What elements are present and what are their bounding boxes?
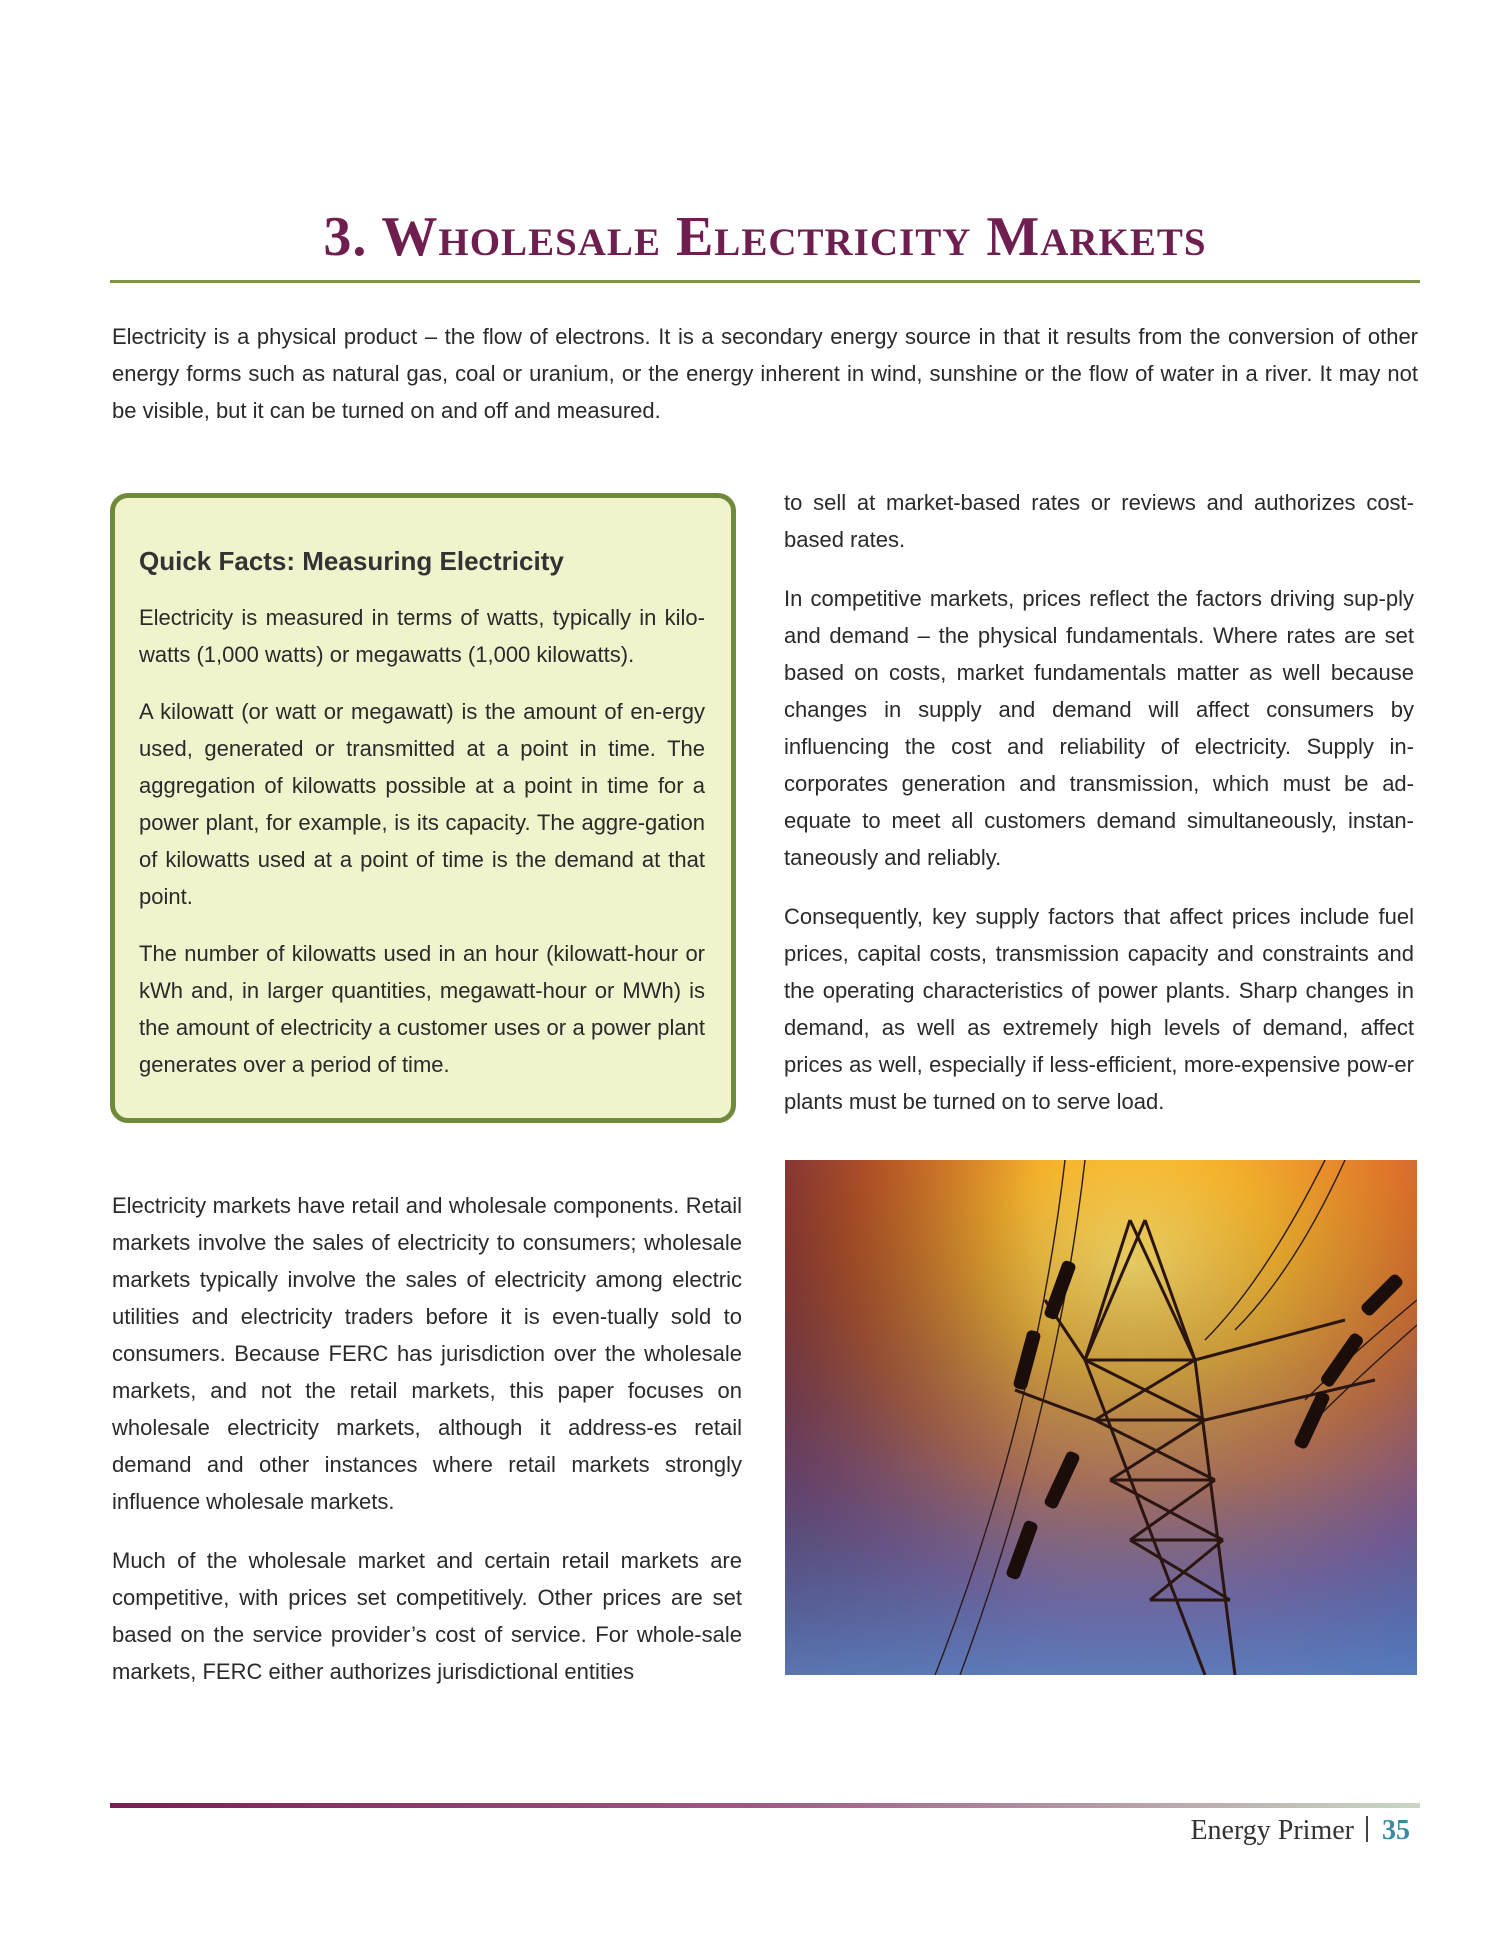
quick-facts-box — [110, 493, 736, 1123]
quick-facts-paragraph: Electricity is measured in terms of watts, typically in kilo-watts (1,000 watts) or megawatts (1,000 kilowatts). — [139, 605, 705, 667]
publication-name: Energy Primer — [1190, 1815, 1354, 1846]
quick-facts-paragraph: The number of kilowatts used in an hour (kilowatt-hour or kWh and, in larger quantities, megawatt-hour or MWh) is the amount of electricity a customer uses or a power plant generates over a period of time. — [139, 941, 705, 1077]
power-tower-photo — [785, 1160, 1417, 1675]
body-paragraph: In competitive markets, prices reflect the factors driving sup-ply and demand – the physical fundamentals. Where rates are set based on costs, market fundamentals matter as well because changes in supply and demand will affect consumers by influencing the cost and reliability of electricity. Supply in-corporates generation and transmission, which must be ad-equate to meet all customers demand simultaneously, instan-taneously and reliably. — [784, 586, 1414, 870]
intro-paragraph: Electricity is a physical product – the flow of electrons. It is a secondary energy source in that it results from the conversion of other energy forms such as natural gas, coal or uranium, or the energy inherent in wind, sunshine or the flow of water in a river. It may not be visible, but it can be turned on and off and measured. — [112, 324, 1418, 423]
title-divider — [110, 280, 1420, 283]
page-title: 3. Wholesale Electricity Markets — [323, 206, 1207, 268]
page-number: 35 — [1382, 1815, 1410, 1846]
right-column — [784, 484, 1414, 1142]
left-column — [112, 1187, 742, 1712]
body-paragraph: Electricity markets have retail and wholesale components. Retail markets involve the sales of electricity to consumers; wholesale markets typically involve the sales of electricity among electric utilities and electricity traders before it is even-tually sold to consumers. Because FERC has jurisdiction over the wholesale markets, and not the retail markets, this paper focuses on wholesale electricity markets, although it address-es retail demand and other instances where retail markets strongly influence wholesale markets. — [112, 1193, 742, 1514]
body-paragraph: Consequently, key supply factors that affect prices include fuel prices, capital costs, transmission capacity and constraints and the operating characteristics of power plants. Sharp changes in demand, as well as extremely high levels of demand, affect prices as well, especially if less-efficient, more-expensive pow-er plants must be turned on to serve load. — [784, 904, 1414, 1114]
quick-facts-paragraph: A kilowatt (or watt or megawatt) is the amount of en-ergy used, generated or transmitted at a point in time. The aggregation of kilowatts possible at a point in time for a power plant, for example, is its capacity. The aggre-gation of kilowatts used at a point of time is the demand at that point. — [139, 699, 705, 909]
quick-facts-heading: Quick Facts: Measuring Electricity — [139, 546, 564, 576]
footer — [1190, 1815, 1410, 1847]
footer-divider — [110, 1803, 1420, 1808]
footer-separator — [1366, 1816, 1368, 1842]
body-paragraph: to sell at market-based rates or reviews and authorizes cost-based rates. — [784, 490, 1414, 552]
body-paragraph: Much of the wholesale market and certain retail markets are competitive, with prices set competitively. Other prices are set based on the service provider’s cost of service. For whole-sale markets, FERC either authorizes jurisdictional entities — [112, 1548, 742, 1684]
